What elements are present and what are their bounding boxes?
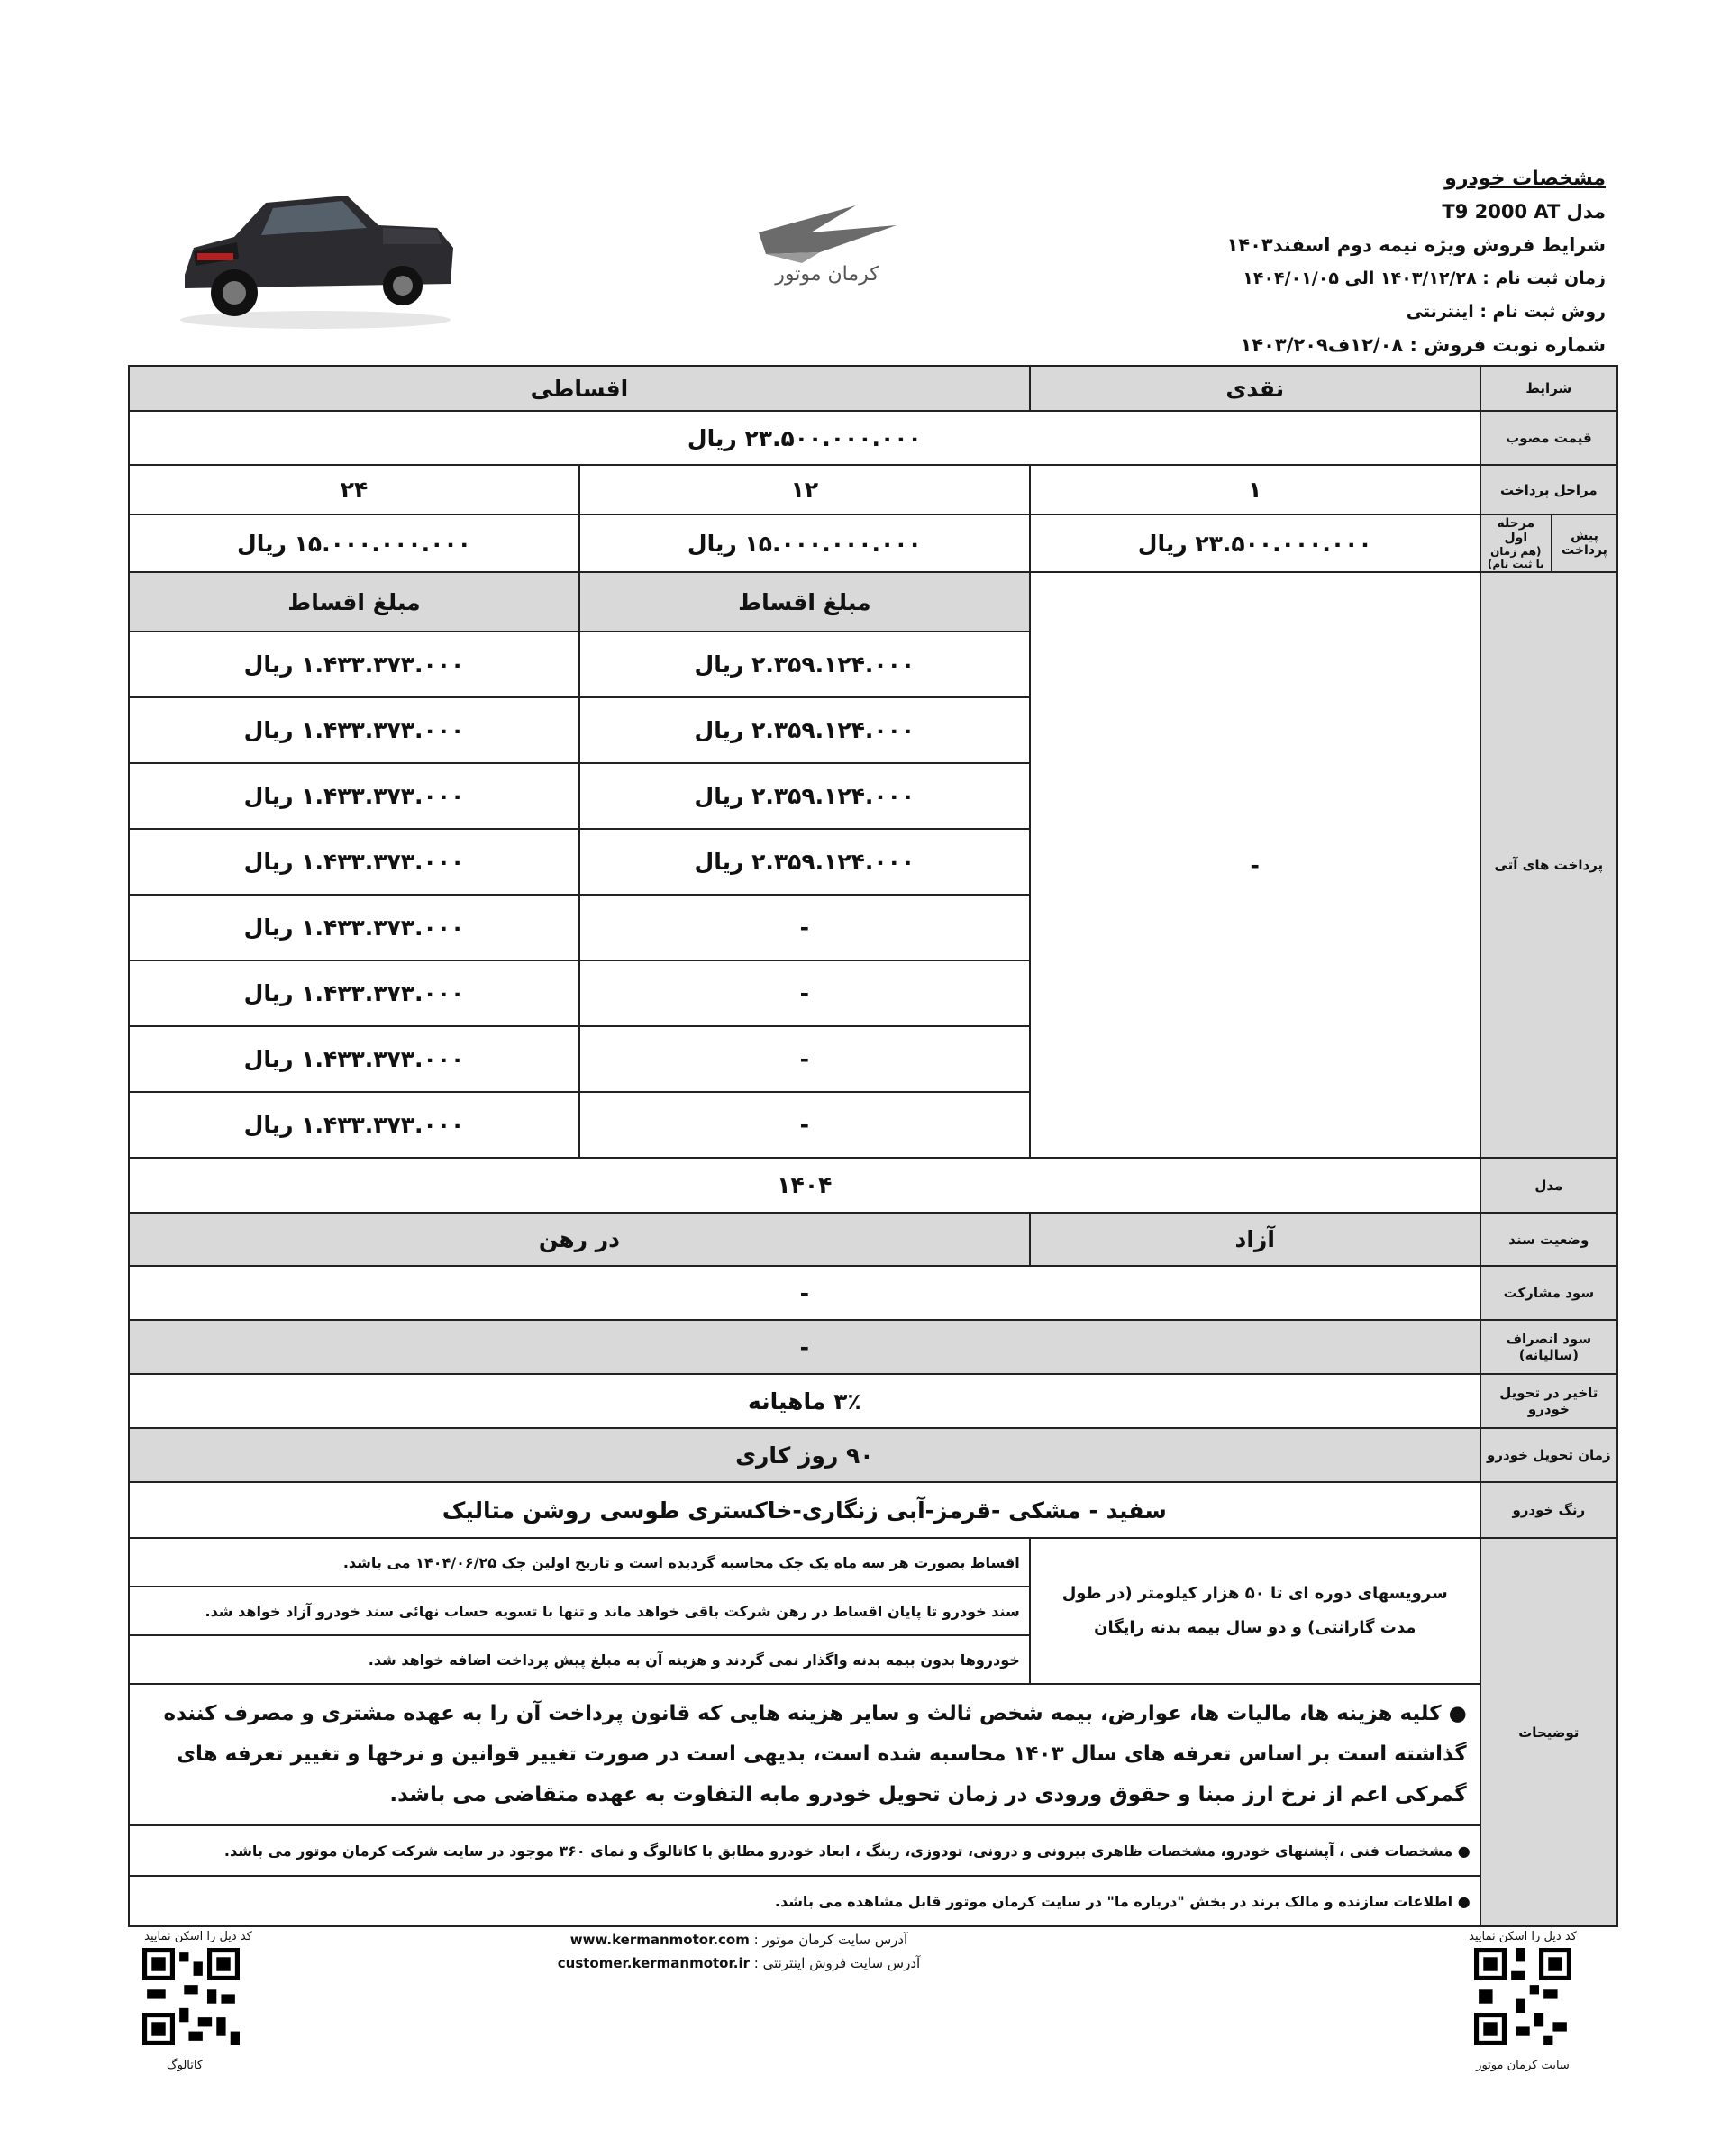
- terms-row: [129, 366, 1617, 411]
- approved-price-label: قیمت مصوب: [1480, 411, 1617, 465]
- qr-left-caption-top: کد ذیل را اسکن نمایید: [144, 1930, 252, 1943]
- installment-12-7: -: [579, 1026, 1030, 1092]
- note-row: [129, 1684, 1617, 1825]
- specs-title: مشخصات خودرو: [1444, 168, 1606, 190]
- installment-header: اقساطی: [129, 366, 1030, 411]
- cancellation-profit-row: [129, 1320, 1617, 1374]
- installment-amount-header-row: [129, 572, 1617, 632]
- installment-24-1: ۱.۴۳۳.۳۷۳.۰۰۰ ریال: [129, 632, 579, 697]
- approved-price-value: ۲۳.۵۰۰.۰۰۰.۰۰۰ ریال: [129, 411, 1480, 465]
- first-stage-label: [1480, 514, 1552, 572]
- stage-cash: ۱: [1030, 465, 1480, 514]
- approved-price-row: [129, 411, 1617, 465]
- cancellation-profit-value: -: [129, 1320, 1480, 1374]
- registration-method: روش ثبت نام : اینترنتی: [1406, 302, 1606, 322]
- delivery-time-value: ۹۰ روز کاری: [129, 1428, 1480, 1482]
- logo-text: کرمان موتور: [775, 263, 879, 286]
- sales-terms-table: [128, 365, 1618, 1927]
- model-label: مدل: [1566, 201, 1606, 223]
- prepayment-12: ۱۵.۰۰۰.۰۰۰.۰۰۰ ریال: [579, 514, 1030, 572]
- site-label: آدرس سایت کرمان موتور :: [753, 1932, 908, 1948]
- model-year-row: [129, 1158, 1617, 1213]
- document-status-label: وضعیت سند: [1480, 1213, 1617, 1266]
- cancellation-profit-label: سود انصراف (سالیانه): [1480, 1320, 1617, 1374]
- model-line: [1137, 196, 1606, 229]
- stage-24: ۲۴: [129, 465, 579, 514]
- delivery-time-row: [129, 1428, 1617, 1482]
- participation-profit-row: [129, 1266, 1617, 1320]
- qr-code-icon[interactable]: [142, 1948, 240, 2045]
- note-insurance: خودروها بدون بیمه بدنه واگذار نمی گردند و هزینه آن به مبلغ پیش پرداخت اضافه خواهد شد.: [129, 1635, 1030, 1684]
- note-document: سند خودرو تا پایان اقساط در رهن شرکت باقی خواهد ماند و تنها با تسویه حساب نهائی سند خودرو آزاد خواهد شد.: [129, 1587, 1030, 1635]
- footer-links: [505, 1928, 973, 1975]
- prepayment-cash: ۲۳.۵۰۰.۰۰۰.۰۰۰ ریال: [1030, 514, 1480, 572]
- model-value: T9 2000 AT: [1442, 201, 1561, 223]
- stage-12: ۱۲: [579, 465, 1030, 514]
- note-manufacturer: ● اطلاعات سازنده و مالک برند در بخش "درباره ما" در سایت کرمان موتور قابل مشاهده می باشد.: [129, 1876, 1480, 1926]
- color-value: سفید - مشکی -قرمز-آبی زنگاری-خاکستری طوسی روشن متالیک: [129, 1482, 1480, 1538]
- installment-12-2: ۲.۳۵۹.۱۲۴.۰۰۰ ریال: [579, 697, 1030, 763]
- delivery-time-label: زمان تحویل خودرو: [1480, 1428, 1617, 1482]
- color-row: [129, 1482, 1617, 1538]
- color-label: رنگ خودرو: [1480, 1482, 1617, 1538]
- installment-24-2: ۱.۴۳۳.۳۷۳.۰۰۰ ریال: [129, 697, 579, 763]
- document-status-cash: آزاد: [1030, 1213, 1480, 1266]
- document-status-installment: در رهن: [129, 1213, 1030, 1266]
- model-year-value: ۱۴۰۴: [129, 1158, 1480, 1213]
- installment-24-8: ۱.۴۳۳.۳۷۳.۰۰۰ ریال: [129, 1092, 579, 1158]
- first-stage-title: مرحله اول: [1497, 516, 1535, 545]
- installment-24-3: ۱.۴۳۳.۳۷۳.۰۰۰ ریال: [129, 763, 579, 829]
- installment-24-4: ۱.۴۳۳.۳۷۳.۰۰۰ ریال: [129, 829, 579, 895]
- note-row: [129, 1825, 1617, 1876]
- prepayment-24: ۱۵.۰۰۰.۰۰۰.۰۰۰ ریال: [129, 514, 579, 572]
- note-specs: ● مشخصات فنی ، آپشنهای خودرو، مشخصات ظاهری بیرونی و درونی، تودوزی، رینگ ، ابعاد خودرو مطابق با کاتالوگ و نمای ۳۶۰ موجود در سایت شرکت کرمان موتور می باشد.: [129, 1825, 1480, 1876]
- installment-24-7: ۱.۴۳۳.۳۷۳.۰۰۰ ریال: [129, 1026, 579, 1092]
- sale-conditions: شرایط فروش ویژه نیمه دوم اسفند۱۴۰۳: [1226, 234, 1606, 256]
- site-line: [505, 1928, 973, 1951]
- note-services: سرویسهای دوره ای تا ۵۰ هزار کیلومتر (در طول مدت گارانتی) و دو سال بیمه بدنه رایگان: [1030, 1538, 1480, 1684]
- participation-profit-label: سود مشارکت: [1480, 1266, 1617, 1320]
- notes-label: توضیحات: [1480, 1538, 1617, 1926]
- future-payments-label: پرداخت های آتی: [1480, 572, 1617, 1158]
- sales-url-link[interactable]: customer.kermanmotor.ir: [557, 1955, 750, 1971]
- installment-amount-header-24: مبلغ اقساط: [129, 572, 579, 632]
- installment-24-6: ۱.۴۳۳.۳۷۳.۰۰۰ ریال: [129, 960, 579, 1026]
- installment-12-4: ۲.۳۵۹.۱۲۴.۰۰۰ ریال: [579, 829, 1030, 895]
- installment-12-5: -: [579, 895, 1030, 960]
- document-status-row: [129, 1213, 1617, 1266]
- qr-right-caption-top: کد ذیل را اسکن نمایید: [1469, 1930, 1577, 1943]
- cash-header: نقدی: [1030, 366, 1480, 411]
- installment-12-6: -: [579, 960, 1030, 1026]
- delivery-delay-row: [129, 1374, 1617, 1428]
- pickup-truck-image: [167, 176, 464, 333]
- future-cash-value: -: [1030, 572, 1480, 1158]
- installment-amount-header-12: مبلغ اقساط: [579, 572, 1030, 632]
- payment-stages-label: مراحل پرداخت: [1480, 465, 1617, 514]
- sales-label: آدرس سایت فروش اینترنتی :: [753, 1955, 921, 1971]
- delivery-delay-value: ۳٪ ماهیانه: [129, 1374, 1480, 1428]
- installment-24-5: ۱.۴۳۳.۳۷۳.۰۰۰ ریال: [129, 895, 579, 960]
- first-stage-sub: (هم زمان با ثبت نام): [1487, 545, 1544, 570]
- sales-line: [505, 1951, 973, 1975]
- installment-12-8: -: [579, 1092, 1030, 1158]
- prepayment-row: [129, 514, 1617, 572]
- qr-left-caption-bottom: کاتالوگ: [166, 2059, 204, 2072]
- qr-code-icon[interactable]: [1474, 1948, 1571, 2045]
- installment-12-3: ۲.۳۵۹.۱۲۴.۰۰۰ ریال: [579, 763, 1030, 829]
- model-year-label: مدل: [1480, 1158, 1617, 1213]
- note-row: [129, 1876, 1617, 1926]
- registration-time: زمان ثبت نام : ۱۴۰۳/۱۲/۲۸ الی ۱۴۰۴/۰۱/۰۵: [1243, 268, 1606, 288]
- prepayment-label: پیش پرداخت: [1552, 514, 1617, 572]
- note-costs: ● کلیه هزینه ها، مالیات ها، عوارض، بیمه شخص ثالث و سایر هزینه هایی که قانون پرداخت آن را به عهده مشتری و مصرف کننده گذاشته است بر اساس تعرفه های سال ۱۴۰۳ محاسبه شده است، بدیهی است در صورت تغییر قوانین و نرخها و تغییر تعرفه های گمرکی اعم از نرخ ارز مبنا و حقوق ورودی در زمان تحویل خودرو مابه التفاوت به عهده متقاضی می باشد.: [129, 1684, 1480, 1825]
- sale-number: شماره نوبت فروش : ۱۲/۰۸ف۱۴۰۳/۲۰۹: [1240, 334, 1606, 356]
- qr-right-caption-bottom: سایت کرمان موتور: [1476, 2059, 1570, 2072]
- note-installments: اقساط بصورت هر سه ماه یک چک محاسبه گردیده است و تاریخ اولین چک ۱۴۰۴/۰۶/۲۵ می باشد.: [129, 1538, 1030, 1587]
- terms-label: شرایط: [1480, 366, 1617, 411]
- payment-stages-row: [129, 465, 1617, 514]
- note-row: [129, 1538, 1617, 1587]
- site-url-link[interactable]: www.kermanmotor.com: [569, 1932, 750, 1948]
- vehicle-header: [1137, 162, 1606, 362]
- installment-12-1: ۲.۳۵۹.۱۲۴.۰۰۰ ریال: [579, 632, 1030, 697]
- delivery-delay-label: تاخیر در تحویل خودرو: [1480, 1374, 1617, 1428]
- participation-profit-value: -: [129, 1266, 1480, 1320]
